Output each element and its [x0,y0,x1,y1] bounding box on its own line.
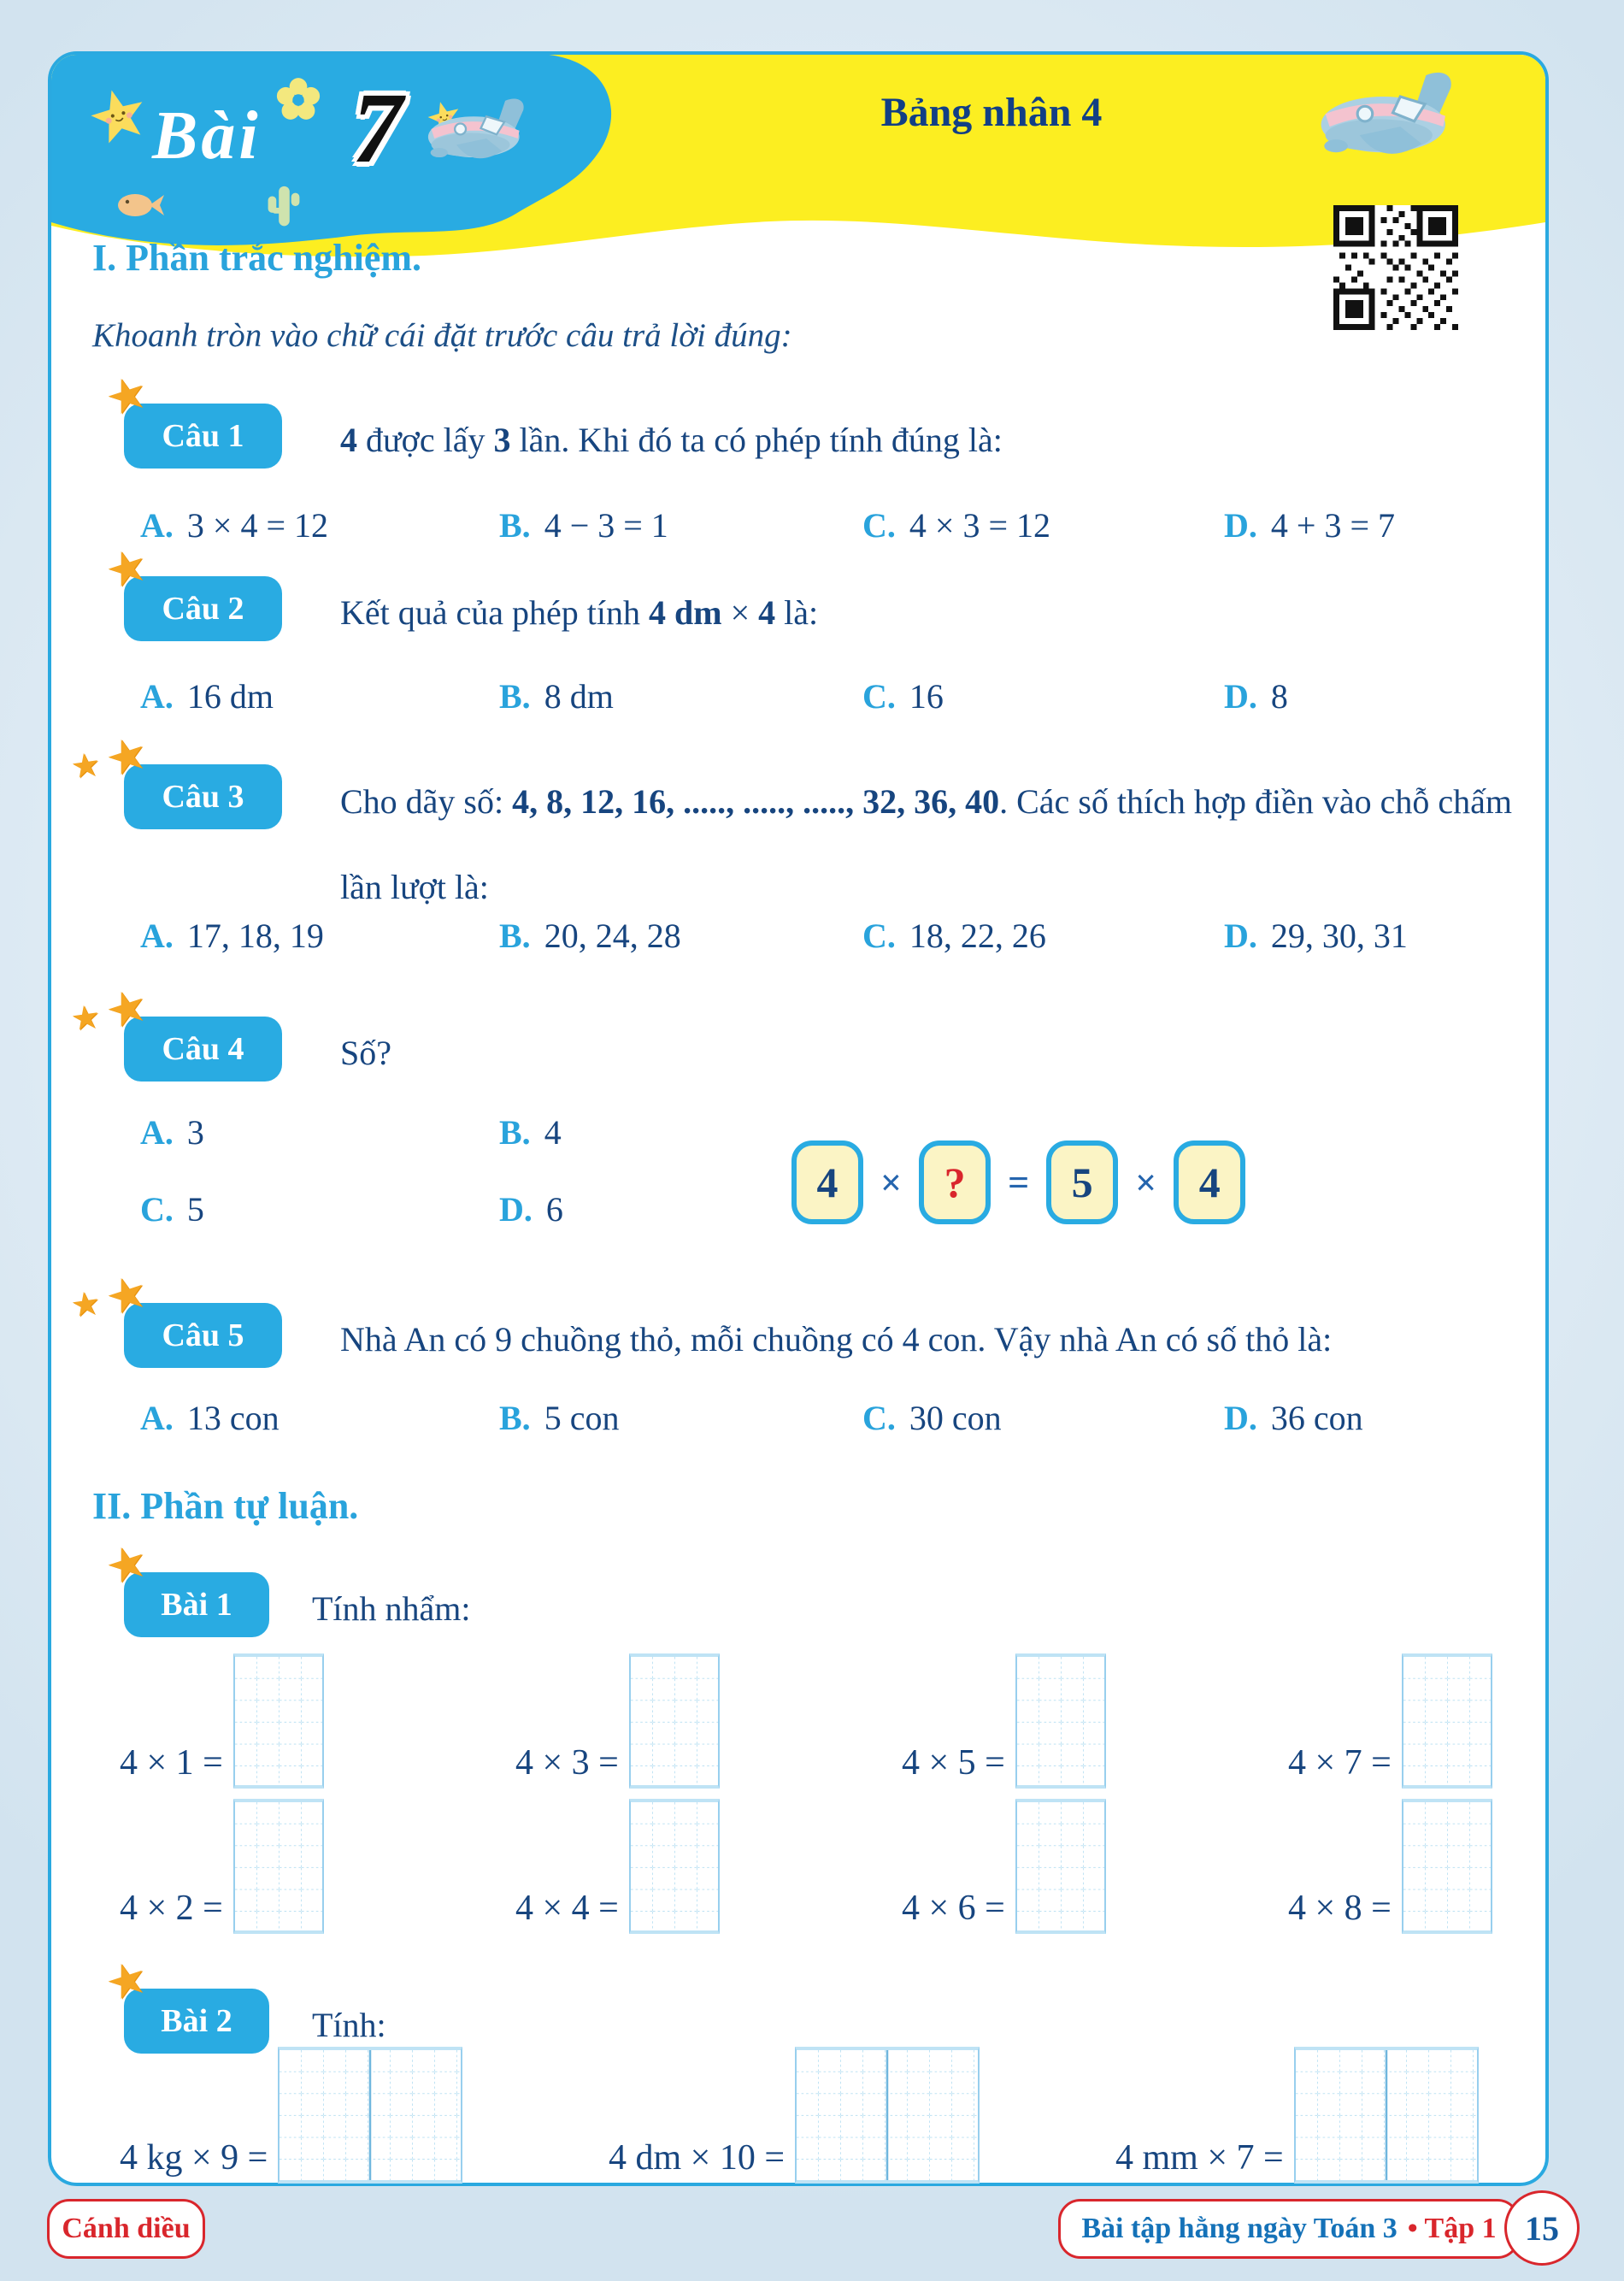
exercise-badge-1: ★ Bài 1 [124,1572,269,1637]
star-icon: ★ [102,1537,152,1593]
plane-icon [417,96,535,171]
answer-grid-box[interactable] [278,2047,462,2184]
worksheet-card [48,51,1549,2186]
answer-grid-box[interactable] [1015,1653,1106,1789]
multiply-operator: × [880,1161,903,1204]
plane-icon [1306,68,1467,171]
answer-grid-box[interactable] [629,1653,720,1789]
equation-value-box: 5 [1046,1140,1118,1224]
lesson-label: Bài [152,98,262,174]
page-number-badge: 15 [1504,2190,1580,2266]
answer-grid-box[interactable] [629,1799,720,1934]
star-icon: ★ [70,1288,101,1323]
book-title-badge [1058,2199,1520,2259]
answer-option[interactable]: C. 5 [140,1190,204,1229]
calc-item: 4 × 7 = [1288,1653,1492,1789]
answer-option[interactable]: B. 4 [499,1113,562,1152]
star-icon: ★ [102,1954,152,2009]
calc-item: 4 dm × 10 = [609,2047,980,2184]
answer-option[interactable]: A. 3 [140,1113,204,1152]
star-icon: ★ [70,1001,101,1036]
question-5-text: Nhà An có 9 chuồng thỏ, mỗi chuồng có 4 con. Vậy nhà An có số thỏ là: [340,1320,1333,1359]
question-badge-4: ★ ★ Câu 4 [124,1017,282,1082]
star-icon: ★ [70,749,101,784]
question-2-text: Kết quả của phép tính 4 dm × 4 là: [340,593,819,632]
equation-unknown-box[interactable]: ? [919,1140,991,1224]
star-icon: ★ [102,981,152,1037]
star-icon: ★ [102,541,152,597]
answer-option[interactable]: A. 17, 18, 19 [140,917,324,955]
answer-option[interactable]: D. 29, 30, 31 [1224,917,1408,955]
exercise-2-label: Tính: [312,2006,386,2044]
calc-item: 4 × 5 = [902,1653,1106,1789]
calc-item: 4 × 1 = [120,1653,324,1789]
star-icon [87,85,150,149]
answer-grid-box[interactable] [1402,1653,1492,1789]
answer-option[interactable]: D. 4 + 3 = 7 [1224,506,1396,545]
question-4-text: Số? [340,1034,391,1072]
answer-option[interactable]: D. 8 [1224,677,1288,716]
star-icon: ★ [102,368,152,424]
answer-option[interactable]: D. 6 [499,1190,563,1229]
publisher-badge: Cánh diều [47,2199,205,2259]
question-1-text: 4 được lấy 3 lần. Khi đó ta có phép tính đúng là: [340,421,1003,459]
answer-option[interactable]: B. 8 dm [499,677,614,716]
answer-option[interactable]: D. 36 con [1224,1399,1363,1437]
flower-icon [272,74,325,127]
answer-option[interactable]: A. 16 dm [140,677,274,716]
answer-option[interactable]: C. 4 × 3 = 12 [862,506,1051,545]
star-icon: ★ [102,1268,152,1323]
answer-grid-box[interactable] [233,1799,324,1934]
section-2-heading: II. Phần tự luận. [92,1485,359,1527]
calc-item: 4 × 4 = [515,1799,720,1934]
star-icon: ★ [102,729,152,785]
calc-item: 4 mm × 7 = [1115,2047,1479,2184]
answer-option[interactable]: C. 30 con [862,1399,1002,1437]
question-badge-3: ★ ★ Câu 3 [124,764,282,829]
answer-option[interactable]: B. 5 con [499,1399,620,1437]
answer-option[interactable]: B. 4 − 3 = 1 [499,506,668,545]
calc-item: 4 × 6 = [902,1799,1106,1934]
multiply-operator: × [1135,1161,1157,1204]
question-badge-1: ★ Câu 1 [124,404,282,469]
answer-grid-box[interactable] [795,2047,980,2184]
answer-option[interactable]: A. 3 × 4 = 12 [140,506,329,545]
page-title: Bảng nhân 4 [880,90,1103,135]
lesson-header [51,55,1545,267]
answer-grid-box[interactable] [1402,1799,1492,1934]
answer-option[interactable]: C. 16 [862,677,944,716]
qr-code [1333,205,1458,330]
book-title: Bài tập hằng ngày Toán 3 [1081,2213,1397,2244]
equals-operator: = [1008,1161,1030,1204]
answer-grid-box[interactable] [233,1653,324,1789]
answer-grid-box[interactable] [1294,2047,1479,2184]
fish-icon [113,185,168,222]
answer-option[interactable]: A. 13 con [140,1399,279,1437]
answer-option[interactable]: B. 20, 24, 28 [499,917,681,955]
exercise-badge-2: ★ Bài 2 [124,1989,269,2054]
section-1-heading: I. Phần trắc nghiệm. [92,237,421,279]
answer-option[interactable]: C. 18, 22, 26 [862,917,1046,955]
equation-row [791,1140,1245,1224]
calc-item: 4 × 8 = [1288,1799,1492,1934]
calc-item: 4 × 2 = [120,1799,324,1934]
exercise-1-label: Tính nhẩm: [312,1589,471,1628]
question-badge-5: ★ ★ Câu 5 [124,1303,282,1368]
calc-item: 4 × 3 = [515,1653,720,1789]
question-badge-2: ★ Câu 2 [124,576,282,641]
calc-item: 4 kg × 9 = [120,2047,462,2184]
lesson-number: 7 [352,72,403,184]
equation-value-box: 4 [1174,1140,1245,1224]
book-volume: • Tập 1 [1407,2213,1497,2244]
cactus-icon [265,181,303,234]
equation-value-box: 4 [791,1140,863,1224]
instruction-text: Khoanh tròn vào chữ cái đặt trước câu trả lời đúng: [92,317,792,354]
question-3-text: Cho dãy số: 4, 8, 12, 16, ....., ....., ....., 32, 36, 40. Các số thích hợp điền vào chỗ chấm lần lượt là: [340,782,1521,906]
answer-grid-box[interactable] [1015,1799,1106,1934]
